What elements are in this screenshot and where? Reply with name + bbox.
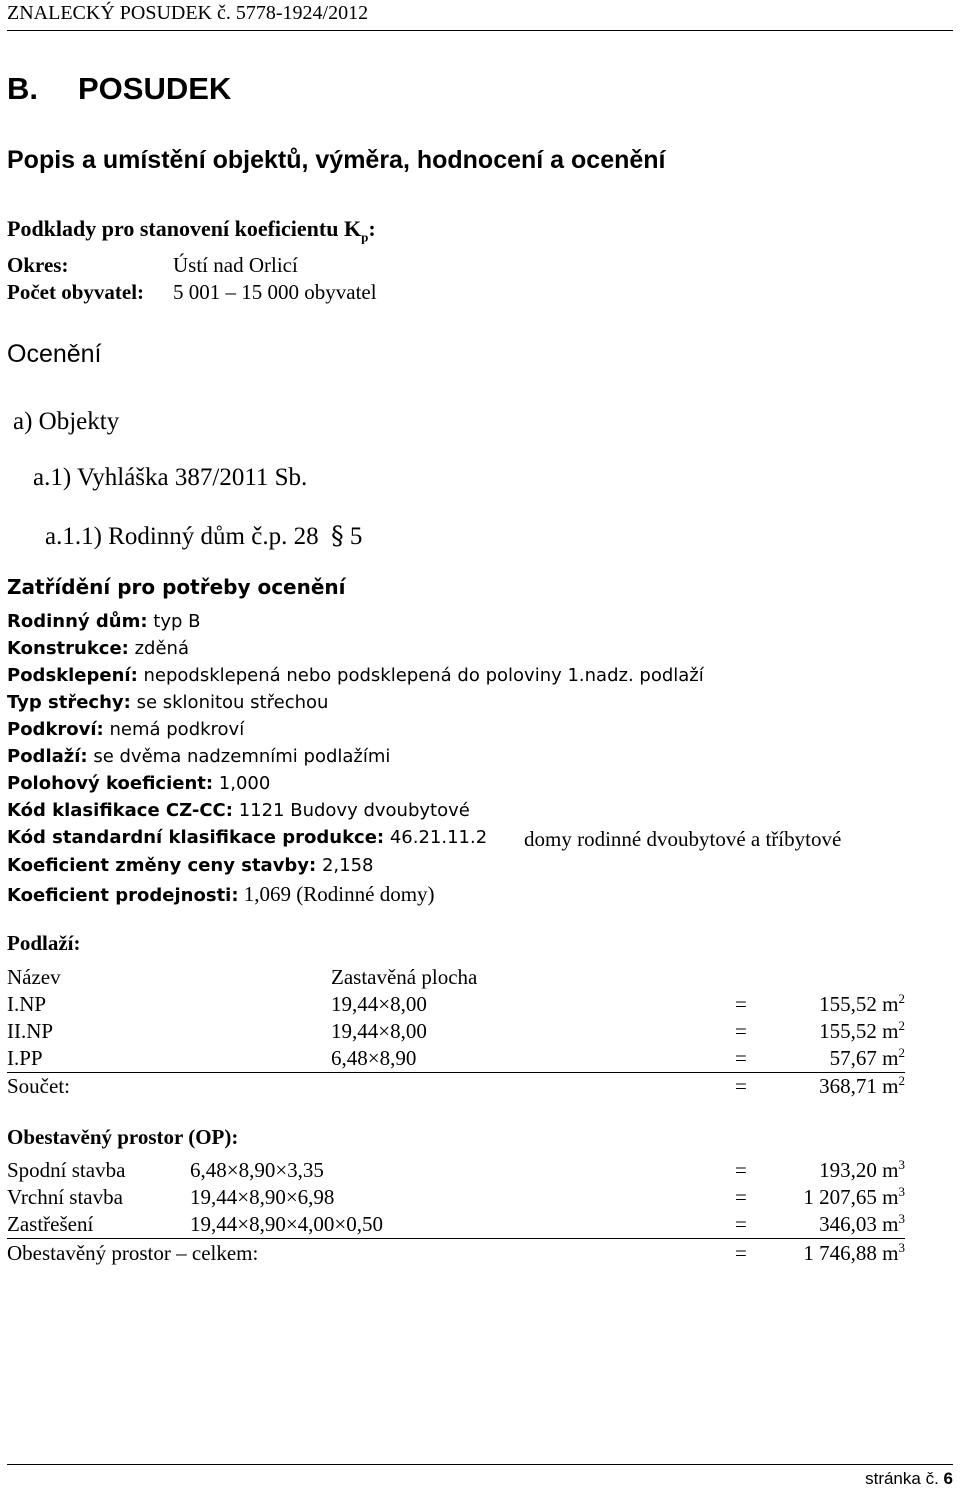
document-header-title: ZNALECKÝ POSUDEK č. 5778-1924/2012 <box>7 2 369 24</box>
total-divider <box>7 1238 905 1239</box>
okres-label: Okres: <box>7 253 69 277</box>
objekty-heading: a) Objekty <box>13 408 120 435</box>
section-title: POSUDEK <box>78 71 232 106</box>
zatrideni-item: Typ střechy: se sklonitou střechou <box>7 692 329 713</box>
zatrideni-item: Podlaží: se dvěma nadzemními podlažími <box>7 746 391 767</box>
table-row: Vrchní stavba 19,44×8,90×6,98 = 1 207,65 $m^3$ <box>7 1184 905 1209</box>
header-divider <box>7 30 953 31</box>
sum-row: Součet: = 368,71 $m^2$ <box>7 1073 905 1098</box>
koeficient-zmeny-ceny: Koeficient změny ceny stavby: 2,158 <box>7 855 374 876</box>
op-heading: Obestavěný prostor (OP): <box>7 1125 239 1149</box>
section-letter: B. <box>7 71 38 106</box>
page-number: 6 <box>943 1469 953 1488</box>
vyhlaska-heading: a.1) Vyhláška 387/2011 Sb. <box>33 464 308 491</box>
zatrideni-item: Konstrukce: zděná <box>7 638 189 659</box>
sum-divider <box>7 1072 905 1073</box>
zatrideni-item: Rodinný dům: typ B <box>7 611 201 632</box>
col-header-nazev: Název <box>7 965 61 989</box>
paragraph-sign: § <box>331 521 344 550</box>
oceneni-heading: Ocenění <box>7 340 102 368</box>
table-row: II.NP 19,44×8,00 = 155,52 $m^2$ <box>7 1018 905 1043</box>
table-row: Zastřešení 19,44×8,90×4,00×0,50 = 346,03 $m^3$ <box>7 1211 905 1236</box>
table-row: I.PP 6,48×8,90 = 57,67 $m^2$ <box>7 1045 905 1070</box>
koeficient-prodejnosti: Koeficient prodejnosti: 1,069 (Rodinné domy) <box>7 882 435 906</box>
footer-divider <box>7 1464 953 1465</box>
podlazi-heading: Podlaží: <box>7 931 81 955</box>
col-header-zastavena-plocha: Zastavěná plocha <box>331 965 478 989</box>
zatrideni-item: Kód klasifikace CZ-CC: 1121 Budovy dvoubytové <box>7 800 470 821</box>
total-row: Obestavěný prostor – celkem: = 1 746,88 $m^3$ <box>7 1240 905 1265</box>
zatrideni-item: Podkroví: nemá podkroví <box>7 719 245 740</box>
zatrideni-item: Polohový koeficient: 1,000 <box>7 773 271 794</box>
zatrideni-item: Kód standardní klasifikace produkce: 46.21.11.2 <box>7 827 488 848</box>
kp-heading: Podklady pro stanovení koeficientu $K_p$: <box>7 216 376 245</box>
zatrideni-item: Podsklepení: nepodsklepená nebo podsklepená do poloviny 1.nadz. podlaží <box>7 665 704 686</box>
okres-value: Ústí nad Orlicí <box>173 253 298 277</box>
page-number-label: stránka č. 6 <box>865 1469 953 1488</box>
table-row: I.NP 19,44×8,00 = 155,52 $m^2$ <box>7 991 905 1016</box>
pocet-obyvatel-value: 5 001 – 15 000 obyvatel <box>173 280 377 304</box>
table-row: Spodní stavba 6,48×8,90×3,35 = 193,20 $m^3$ <box>7 1157 905 1182</box>
zatrideni-heading: Zatřídění pro potřeby ocenění <box>7 575 346 599</box>
kod-klasifikace-popis: domy rodinné dvoubytové a tříbytové <box>524 827 842 851</box>
pocet-obyvatel-label: Počet obyvatel: <box>7 280 145 304</box>
section-subtitle: Popis a umístění objektů, výměra, hodnocení a ocenění <box>7 146 666 174</box>
rodinny-dum-heading: a.1.1) Rodinný dům č.p. 28 § 5 <box>45 521 363 550</box>
